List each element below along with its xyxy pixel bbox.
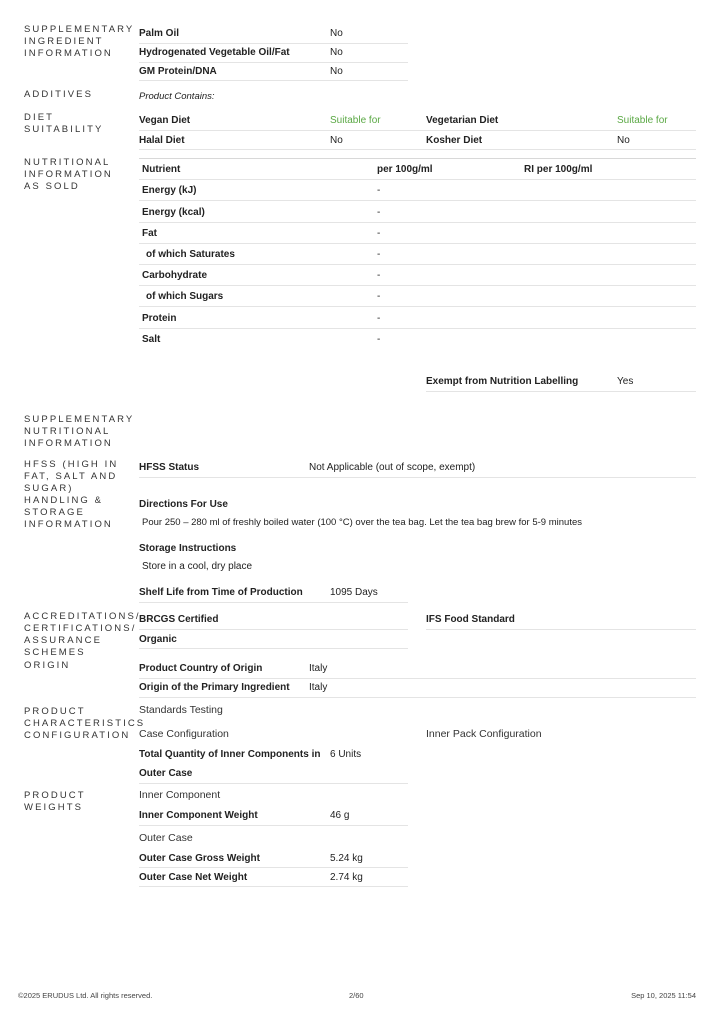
organic-label: Organic	[139, 634, 177, 645]
halal-diet-value: No	[330, 135, 343, 146]
section-product-weights: PRODUCT WEIGHTS	[24, 790, 86, 813]
brcgs-label: BRCGS Certified	[139, 614, 219, 625]
table-row-value: -	[377, 291, 381, 302]
table-row-value: -	[377, 207, 381, 218]
row-divider	[139, 697, 696, 698]
row-divider	[139, 200, 696, 201]
inner-weight-label: Inner Component Weight	[139, 810, 258, 821]
footer-page-number: 2/60	[349, 991, 364, 1000]
product-contains-label: Product Contains:	[139, 91, 215, 102]
outer-case-heading: Outer Case	[139, 832, 193, 844]
row-divider	[426, 629, 696, 630]
directions-label: Directions For Use	[139, 499, 228, 510]
section-hfss: HFSS (HIGH IN FAT, SALT AND SUGAR)	[24, 459, 119, 494]
table-row-value: -	[377, 313, 381, 324]
nutrition-header-nutrient: Nutrient	[142, 164, 181, 175]
row-divider	[139, 130, 696, 131]
country-origin-label: Product Country of Origin	[139, 663, 263, 674]
row-divider	[139, 886, 408, 887]
shelf-life-label: Shelf Life from Time of Production	[139, 587, 303, 598]
gm-protein-value: No	[330, 66, 343, 77]
table-row-value: -	[377, 270, 381, 281]
primary-origin-label: Origin of the Primary Ingredient	[139, 682, 290, 693]
hfss-status-label: HFSS Status	[139, 462, 200, 473]
standards-testing-heading: Standards Testing	[139, 704, 223, 716]
total-quantity-value: 6 Units	[330, 749, 362, 760]
row-divider	[139, 867, 408, 868]
total-quantity-label-line2: Outer Case	[139, 768, 193, 779]
row-divider	[139, 43, 408, 44]
halal-diet-label: Halal Diet	[139, 135, 185, 146]
hfss-status-value: Not Applicable (out of scope, exempt)	[309, 462, 476, 473]
table-row-nutrient: of which Saturates	[146, 249, 235, 260]
table-row-nutrient: Protein	[142, 313, 177, 324]
table-row-nutrient: Carbohydrate	[142, 270, 208, 281]
section-supplementary-ingredient: SUPPLEMENTARY INGREDIENT INFORMATION	[24, 24, 135, 59]
palm-oil-label: Palm Oil	[139, 28, 180, 39]
case-configuration-heading: Case Configuration	[139, 728, 229, 740]
table-row-nutrient: Energy (kJ)	[142, 185, 197, 196]
section-origin: ORIGIN	[24, 660, 71, 671]
row-divider	[139, 243, 696, 244]
inner-pack-configuration-heading: Inner Pack Configuration	[426, 728, 542, 740]
net-weight-label: Outer Case Net Weight	[139, 872, 248, 883]
row-divider	[139, 222, 696, 223]
inner-component-heading: Inner Component	[139, 789, 221, 801]
row-divider	[139, 285, 696, 286]
footer-copyright: ©2025 ERUDUS Ltd. All rights reserved.	[18, 991, 153, 1000]
section-product-characteristics: PRODUCT CHARACTERISTICS	[24, 706, 146, 729]
row-divider	[139, 179, 696, 180]
section-additives: ADDITIVES	[24, 89, 94, 100]
palm-oil-value: No	[330, 28, 343, 39]
row-divider	[139, 80, 408, 81]
row-divider	[139, 149, 696, 150]
row-divider	[139, 648, 408, 649]
section-nutritional-info: NUTRITIONAL INFORMATION AS SOLD	[24, 157, 113, 192]
exempt-nutrition-label: Exempt from Nutrition Labelling	[426, 376, 579, 387]
vegetarian-diet-value: Suitable for	[617, 115, 668, 126]
nutrition-header-per100: per 100g/ml	[377, 164, 433, 175]
table-row-value: -	[377, 185, 381, 196]
section-accreditations: ACCREDITATIONS/ CERTIFICATIONS/ ASSURANCE SCHEMES	[24, 611, 141, 658]
section-supplementary-nutritional: SUPPLEMENTARY NUTRITIONAL INFORMATION	[24, 414, 135, 449]
row-divider	[139, 783, 408, 784]
row-divider	[139, 264, 696, 265]
gross-weight-value: 5.24 kg	[330, 853, 363, 864]
table-row-nutrient: Fat	[142, 228, 157, 239]
table-row-value: -	[377, 249, 381, 260]
row-divider	[426, 391, 696, 392]
kosher-diet-value: No	[617, 135, 630, 146]
storage-value: Store in a cool, dry place	[142, 561, 253, 572]
row-divider	[139, 825, 408, 826]
shelf-life-value: 1095 Days	[330, 587, 378, 598]
row-divider	[139, 62, 408, 63]
row-divider	[139, 328, 696, 329]
vegetarian-diet-label: Vegetarian Diet	[426, 115, 499, 126]
table-row-nutrient: Salt	[142, 334, 161, 345]
exempt-nutrition-value: Yes	[617, 376, 634, 387]
row-divider	[139, 477, 696, 478]
inner-weight-value: 46 g	[330, 810, 350, 821]
table-row-value: -	[377, 334, 381, 345]
hydrogenated-oil-value: No	[330, 47, 343, 58]
storage-label: Storage Instructions	[139, 543, 237, 554]
table-row-nutrient: Energy (kcal)	[142, 207, 205, 218]
gross-weight-label: Outer Case Gross Weight	[139, 853, 260, 864]
row-divider	[139, 306, 696, 307]
country-origin-value: Italy	[309, 663, 328, 674]
nutrition-header-ri: RI per 100g/ml	[524, 164, 593, 175]
table-row-value: -	[377, 228, 381, 239]
hydrogenated-oil-label: Hydrogenated Vegetable Oil/Fat	[139, 47, 290, 58]
kosher-diet-label: Kosher Diet	[426, 135, 483, 146]
section-configuration: CONFIGURATION	[24, 730, 131, 741]
directions-value: Pour 250 – 280 ml of freshly boiled water (100 °C) over the tea bag. Let the tea bag brew for 5-9 minutes	[142, 517, 582, 528]
total-quantity-label: Total Quantity of Inner Components in	[139, 749, 321, 760]
net-weight-value: 2.74 kg	[330, 872, 363, 883]
table-top-border	[139, 158, 696, 159]
row-divider	[139, 602, 408, 603]
footer-date: Sep 10, 2025 11:54	[631, 991, 696, 1000]
ifs-label: IFS Food Standard	[426, 614, 515, 625]
row-divider	[139, 629, 408, 630]
vegan-diet-value: Suitable for	[330, 115, 381, 126]
row-divider	[139, 678, 696, 679]
primary-origin-value: Italy	[309, 682, 328, 693]
gm-protein-label: GM Protein/DNA	[139, 66, 217, 77]
section-handling-storage: HANDLING & STORAGE INFORMATION	[24, 495, 113, 530]
section-diet-suitability: DIET SUITABILITY	[24, 112, 104, 135]
table-row-nutrient: of which Sugars	[146, 291, 224, 302]
vegan-diet-label: Vegan Diet	[139, 115, 191, 126]
